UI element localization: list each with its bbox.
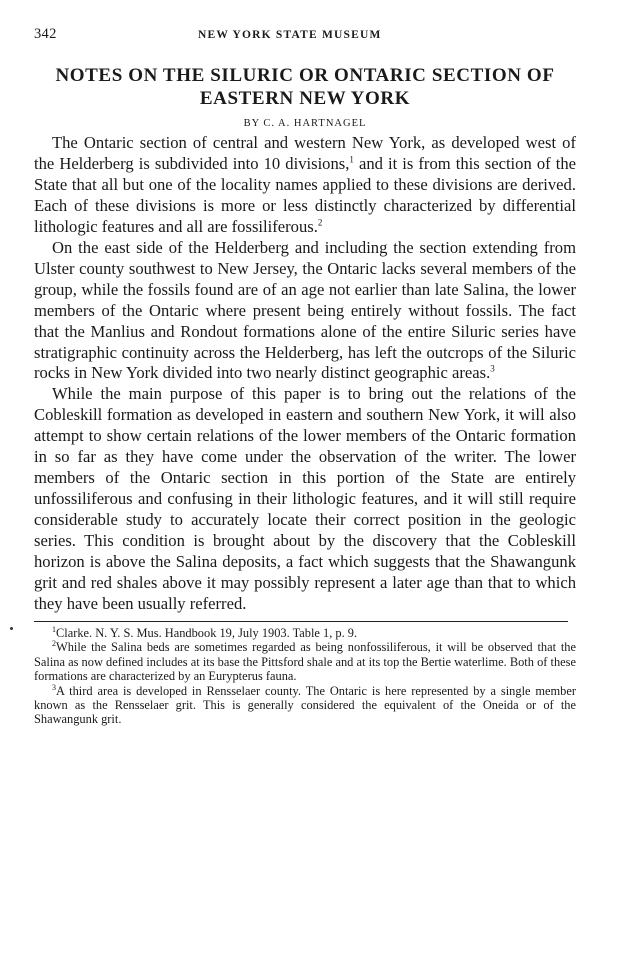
- footnote-text-1: Clarke. N. Y. S. Mus. Handbook 19, July 1903. Table 1, p. 9.: [56, 625, 358, 640]
- margin-mark: [10, 627, 13, 630]
- footnotes: [34, 626, 576, 727]
- article-byline: BY C. A. HARTNAGEL: [243, 118, 367, 129]
- footnote-ref-1: 1: [349, 154, 354, 165]
- paragraph-1-text-b: and it is from this section of the State that all but one of the locality names applied to these divisions are derived. Each of these divisions is more or less distinctly characterized by differential lithologic features and all are fossiliferous.: [34, 153, 576, 236]
- footnote-marker-1: 1: [52, 624, 56, 634]
- body-paragraph-1: [34, 133, 576, 238]
- paragraph-2-text: On the east side of the Helderberg and including the section extending from Ulster county southwest to New Jersey, the Ontaric lacks several members of the group, while the fossils found are of an age not earlier than late Salina, the lower members of the Ontaric where present being entirely without fossils. The fact that the Manlius and Rondout formations alone of the entire Siluric series have stratigraphic continuity across the Helderberg, has left the outcrops of the Siluric rocks in New York divided into two nearly distinct geographic areas.: [34, 237, 576, 383]
- article-title: NOTES ON THE SILURIC OR ONTARIC SECTION OF EASTERN NEW YORK: [55, 65, 555, 109]
- footnote-divider: [34, 621, 568, 622]
- footnote-text-3: A third area is developed in Rensselaer county. The Ontaric is here represented by a single member known as the Rensselaer grit. This is generally considered the equivalent of the Oneida or of the Shawangunk grit.: [34, 683, 576, 727]
- footnote-marker-2: 2: [52, 639, 56, 649]
- page-header: [34, 26, 576, 48]
- page-number: 342: [34, 26, 57, 42]
- body-paragraph-2: [34, 238, 576, 385]
- footnote-text-2: While the Salina beds are sometimes regarded as being nonfossiliferous, it will be observed that the Salina as now defined includes at its base the Pittsford shale and at its top the Bertie waterlime. Both of these formations are characterized by an Eurypterus fauna.: [34, 640, 576, 684]
- footnote-1: [34, 626, 576, 640]
- paragraph-1-text-a: The Ontaric section of central and western New York, as developed west of the Helderberg is subdivided into 10 divisions,: [34, 133, 576, 173]
- body-paragraph-3: While the main purpose of this paper is to bring out the relations of the Cobleskill formation as developed in eastern and southern New York, it will also attempt to show certain relations of the lower members of the Ontaric formation in so far as they have come under the observation of the writer. The lower members of the Ontaric section in this portion of the State are entirely unfossiliferous and confusing in their lithologic features, and it will still require considerable study to accurately locate their correct position in the geologic series. This condition is brought about by the discovery that the Cobleskill horizon is above the Salina deposits, a fact which suggests that the Shawangunk grit and red shales above it may possibly represent a later age than that to which they have been usually referred.: [34, 384, 576, 613]
- footnote-3: [34, 684, 576, 727]
- footnote-ref-2: 2: [317, 217, 323, 228]
- footnote-2: [34, 640, 576, 683]
- running-head: NEW YORK STATE MUSEUM: [198, 29, 382, 41]
- footnote-marker-3: 3: [52, 682, 56, 692]
- footnote-ref-3: 3: [490, 363, 495, 374]
